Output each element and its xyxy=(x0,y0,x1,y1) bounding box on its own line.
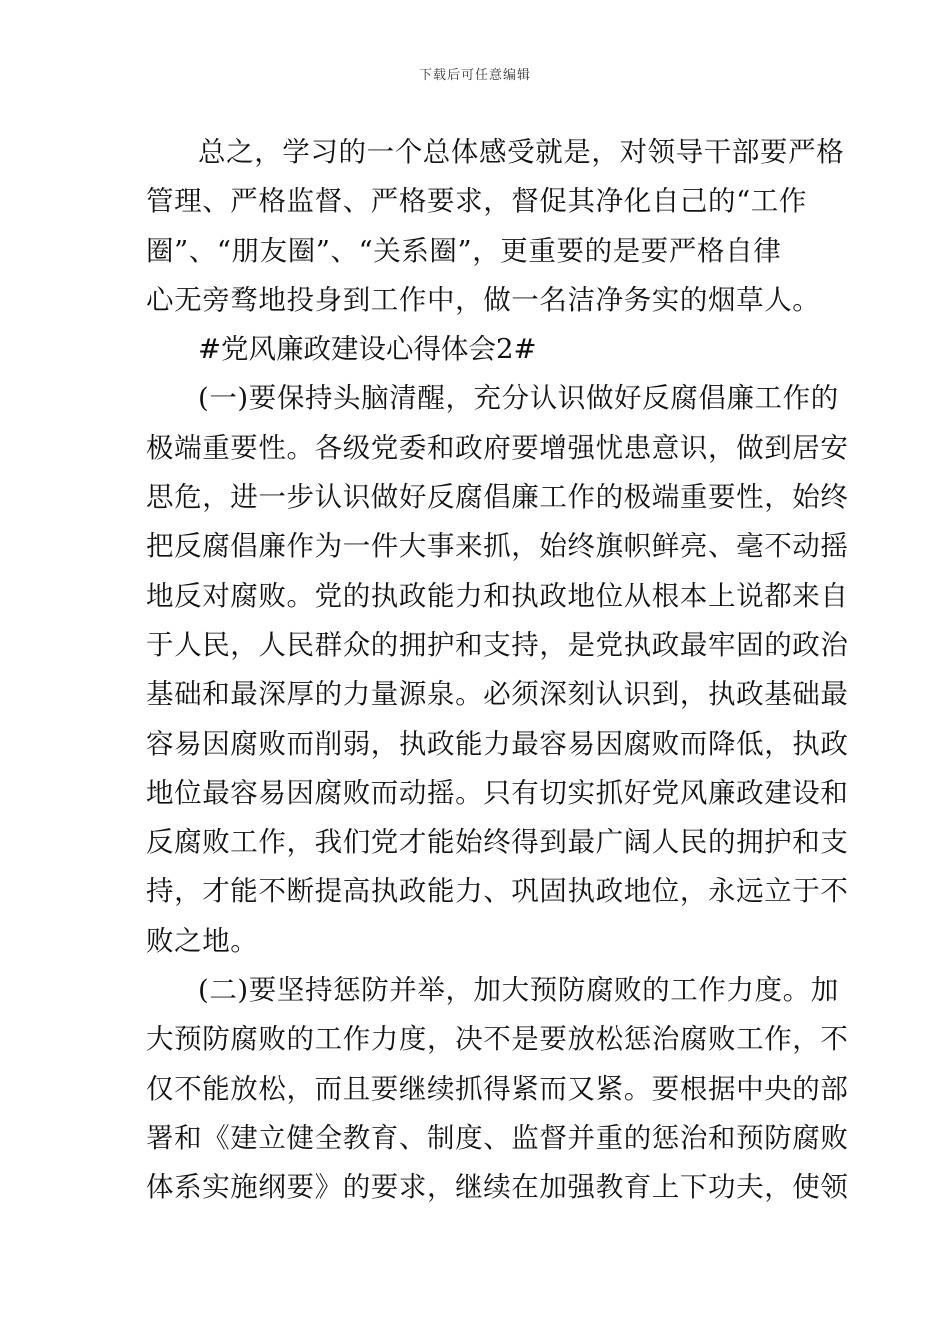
text-line: 圈”、“朋友圈”、“关系圈”，更重要的是要严格自律 xyxy=(146,234,782,267)
text-line: (一)要保持头脑清醒，充分认识做好反腐倡廉工作的 xyxy=(198,382,839,415)
text-line: 心无旁骛地投身到工作中，做一名洁净务实的烟草人。 xyxy=(146,283,821,316)
text-line: 反腐败工作，我们党才能始终得到最广阔人民的拥护和支 xyxy=(146,826,849,859)
text-line: 于人民，人民群众的拥护和支持，是党执政最牢固的政治 xyxy=(146,628,849,661)
text-line: 大预防腐败的工作力度，决不是要放松惩治腐败工作，不 xyxy=(146,1023,849,1056)
text-line: 极端重要性。各级党委和政府要增强忧患意识，做到居安 xyxy=(146,431,849,464)
text-line: 地反对腐败。党的执政能力和执政地位从根本上说都来自 xyxy=(146,579,849,612)
text-line: (二)要坚持惩防并举，加大预防腐败的工作力度。加 xyxy=(198,974,839,1007)
text-line: 思危，进一步认识做好反腐倡廉工作的极端重要性，始终 xyxy=(146,481,849,514)
text-line: 管理、严格监督、严格要求，督促其净化自己的“工作 xyxy=(146,185,807,218)
text-line: 总之，学习的一个总体感受就是，对领导干部要严格 xyxy=(198,136,845,168)
document-body xyxy=(146,128,849,1213)
page-header: 下载后可任意编辑 xyxy=(418,68,531,83)
text-line: 体系实施纲要》的要求，继续在加强教育上下功夫，使领 xyxy=(146,1171,849,1204)
text-line: 把反腐倡廉作为一件大事来抓，始终旗帜鲜亮、毫不动摇 xyxy=(146,530,849,563)
text-line: 地位最容易因腐败而动摇。只有切实抓好党风廉政建设和 xyxy=(146,776,849,809)
text-line: 仅不能放松，而且要继续抓得紧而又紧。要根据中央的部 xyxy=(146,1072,849,1105)
section-heading: #党风廉政建设心得体会2# xyxy=(198,333,537,366)
text-line: 容易因腐败而削弱，执政能力最容易因腐败而降低，执政 xyxy=(146,727,849,760)
text-line: 署和《建立健全教育、制度、监督并重的惩治和预防腐败 xyxy=(146,1121,849,1154)
text-line: 持，才能不断提高执政能力、巩固执政地位，永远立于不 xyxy=(146,875,849,908)
text-line: 基础和最深厚的力量源泉。必须深刻认识到，执政基础最 xyxy=(146,678,849,711)
text-line: 败之地。 xyxy=(146,924,259,957)
